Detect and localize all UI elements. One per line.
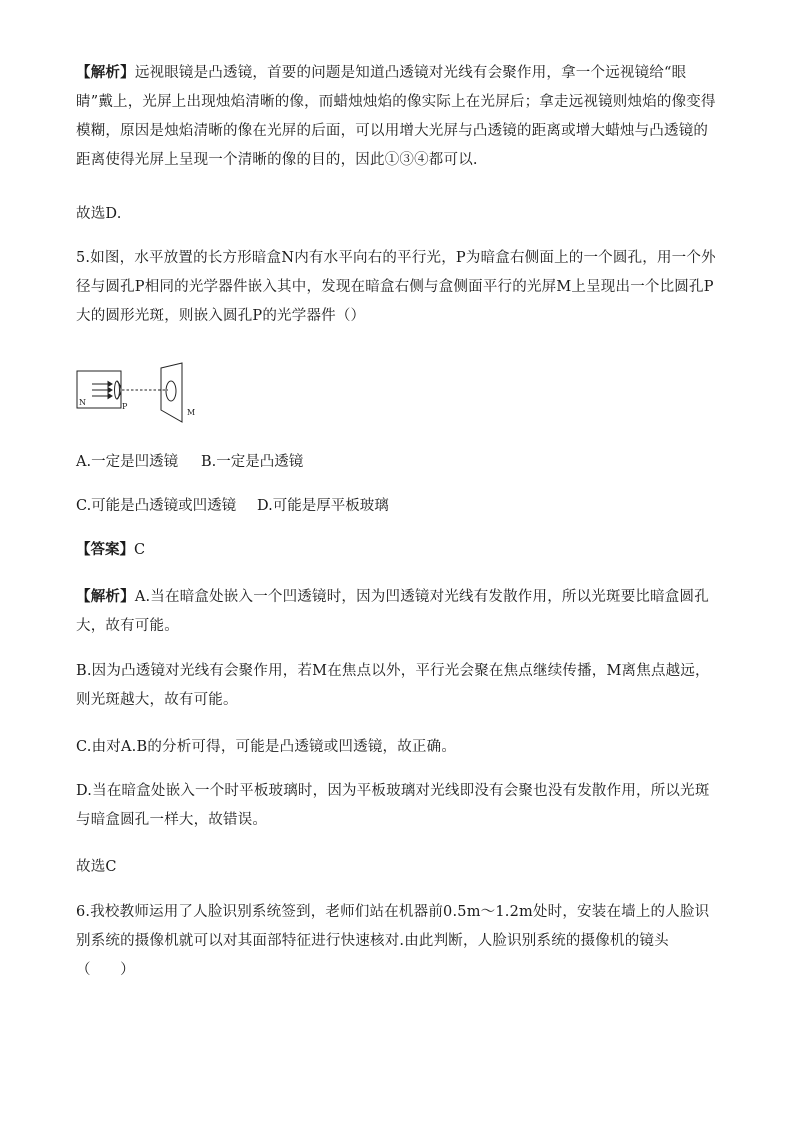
label-n: N xyxy=(79,398,86,407)
analysis-c: C.由对A.B的分析可得，可能是凸透镜或凹透镜，故正确。 xyxy=(76,739,457,755)
answer-line xyxy=(76,540,145,560)
question-5: 5.如图，水平放置的长方形暗盒N内有水平向右的平行光，P为暗盒右侧面上的一个圆孔，用一个外径与圆孔P相同的光学器件嵌入其中，发现在暗盒右侧与盒侧面平行的光屏M上呈现出一个比圆孔P大的圆形光斑，则嵌入圆孔P的光学器件（） xyxy=(76,250,716,324)
choose-line-q4: 故选D. xyxy=(76,206,122,222)
analysis-a-text: A.当在暗盒处嵌入一个凹透镜时，因为凹透镜对光线有发散作用，所以光斑要比暗盒圆孔大，故有可能。 xyxy=(76,589,709,634)
analysis-tag: 【解析】 xyxy=(76,588,135,605)
option-b: B.一定是凸透镜 xyxy=(201,454,304,470)
optics-figure xyxy=(76,362,216,424)
analysis-paragraph-q4 xyxy=(76,58,720,175)
label-m: M xyxy=(187,408,196,417)
answer-tag: 【答案】 xyxy=(76,541,134,558)
analysis-tag: 【解析】 xyxy=(76,64,135,81)
option-a: A.一定是凹透镜 xyxy=(76,454,179,470)
option-d: D.可能是厚平板玻璃 xyxy=(257,498,389,514)
analysis-d: D.当在暗盒处嵌入一个时平板玻璃时，因为平板玻璃对光线即没有会聚也没有发散作用，所以光斑与暗盒圆孔一样大，故错误。 xyxy=(76,783,710,828)
question-6: 6.我校教师运用了人脸识别系统签到，老师们站在机器前0.5m～1.2m处时，安装在墙上的人脸识别系统的摄像机就可以对其面部特征进行快速核对.由此判断，人脸识别系统的摄像机的镜头（ ） xyxy=(76,904,710,978)
analysis-b: B.因为凸透镜对光线有会聚作用，若M在焦点以外，平行光会聚在焦点继续传播，M离焦点越远，则光斑越大，故有可能。 xyxy=(76,663,710,708)
choose-line-q5: 故选C xyxy=(76,859,117,875)
answer-value: C xyxy=(134,542,146,558)
analysis-a xyxy=(76,582,720,641)
analysis-text: 远视眼镜是凸透镜，首要的问题是知道凸透镜对光线有会聚作用，拿一个远视镜给“眼睛”戴上，光屏上出现烛焰清晰的像，而蜡烛烛焰的像实际上在光屏后；拿走远视镜则烛焰的像变得模糊，原因是烛焰清晰的像在光屏的后面，可以用增大光屏与凸透镜的距离或增大蜡烛与凸透镜的距离使得光屏上呈现一个清晰的像的目的，因此①③④都可以. xyxy=(76,65,716,168)
option-c: C.可能是凸透镜或凹透镜 xyxy=(76,498,237,514)
screen-m xyxy=(161,363,182,422)
light-spot xyxy=(166,381,176,401)
optics-diagram xyxy=(76,362,216,424)
parallel-light-arrows xyxy=(92,382,112,399)
label-p: P xyxy=(122,402,128,411)
